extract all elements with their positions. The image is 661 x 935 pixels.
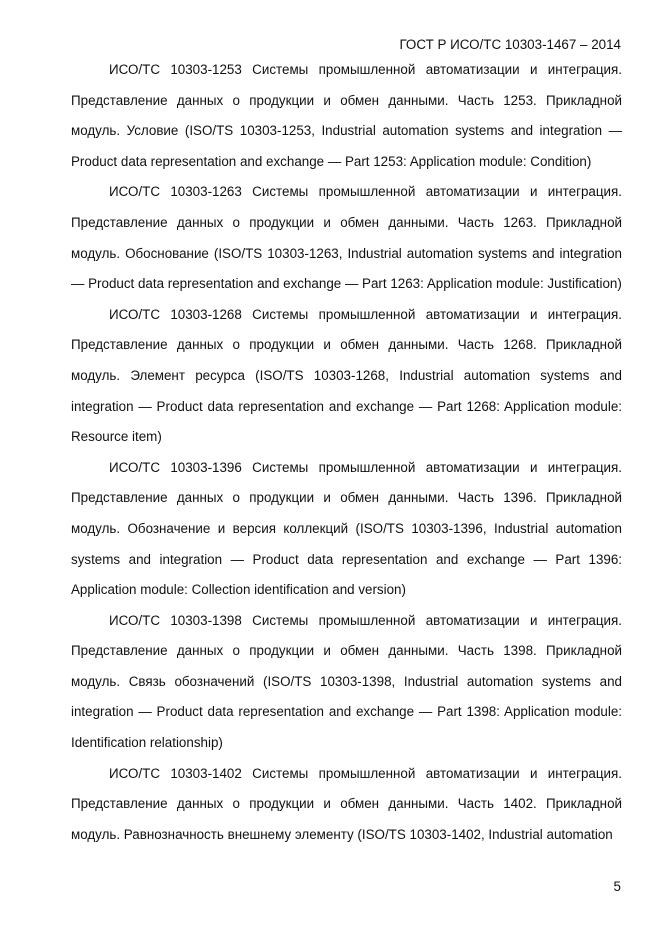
references-list — [71, 55, 622, 850]
reference-item: ИСО/ТС 10303-1268 Системы промышленной автоматизации и интеграция. Представление данных о продукции и обмен данными. Часть 1268. Прикладной модуль. Элемент ресурса (ISO/TS 10303-1268, Industrial automation systems and integration — Product data representation and exchange — Part 1268: Application module: Resource item) — [71, 306, 622, 445]
standard-id: ГОСТ Р ИСО/ТС 10303-1467 – 2014 — [399, 37, 621, 52]
reference-item: ИСО/ТС 10303-1398 Системы промышленной автоматизации и интеграция. Представление данных о продукции и обмен данными. Часть 1398. Прикладной модуль. Связь обозначений (ISO/TS 10303-1398, Industrial automation systems and integration — Product data representation and exchange — Part 1398: Application module: Identification relationship) — [71, 612, 622, 751]
reference-item: ИСО/ТС 10303-1402 Системы промышленной автоматизации и интеграция. Представление данных о продукции и обмен данными. Часть 1402. Прикладной модуль. Равнозначность внешнему элементу (ISO/TS 10303-1402, Industrial automation — [71, 765, 622, 842]
document-header — [399, 37, 621, 52]
reference-item: ИСО/ТС 10303-1253 Системы промышленной автоматизации и интеграция. Представление данных о продукции и обмен данными. Часть 1253. Прикладной модуль. Условие (ISO/TS 10303-1253, Industrial automation systems and integration — Product data representation and exchange — Part 1253: Application module: Condition) — [71, 62, 622, 169]
page-number: 5 — [613, 879, 621, 894]
reference-item: ИСО/ТС 10303-1263 Системы промышленной автоматизации и интеграция. Представление данных о продукции и обмен данными. Часть 1263. Прикладной модуль. Обоснование (ISO/TS 10303-1263, Industrial automation systems and integration — Product data representation and exchange — Part 1263: Application module: Justification) — [71, 184, 622, 292]
reference-item: ИСО/ТС 10303-1396 Системы промышленной автоматизации и интеграция. Представление данных о продукции и обмен данными. Часть 1396. Прикладной модуль. Обозначение и версия коллекций (ISO/TS 10303-1396, Industrial automation systems and integration — Product data representation and exchange — Part 1396: Application module: Collection identification and version) — [71, 459, 622, 598]
